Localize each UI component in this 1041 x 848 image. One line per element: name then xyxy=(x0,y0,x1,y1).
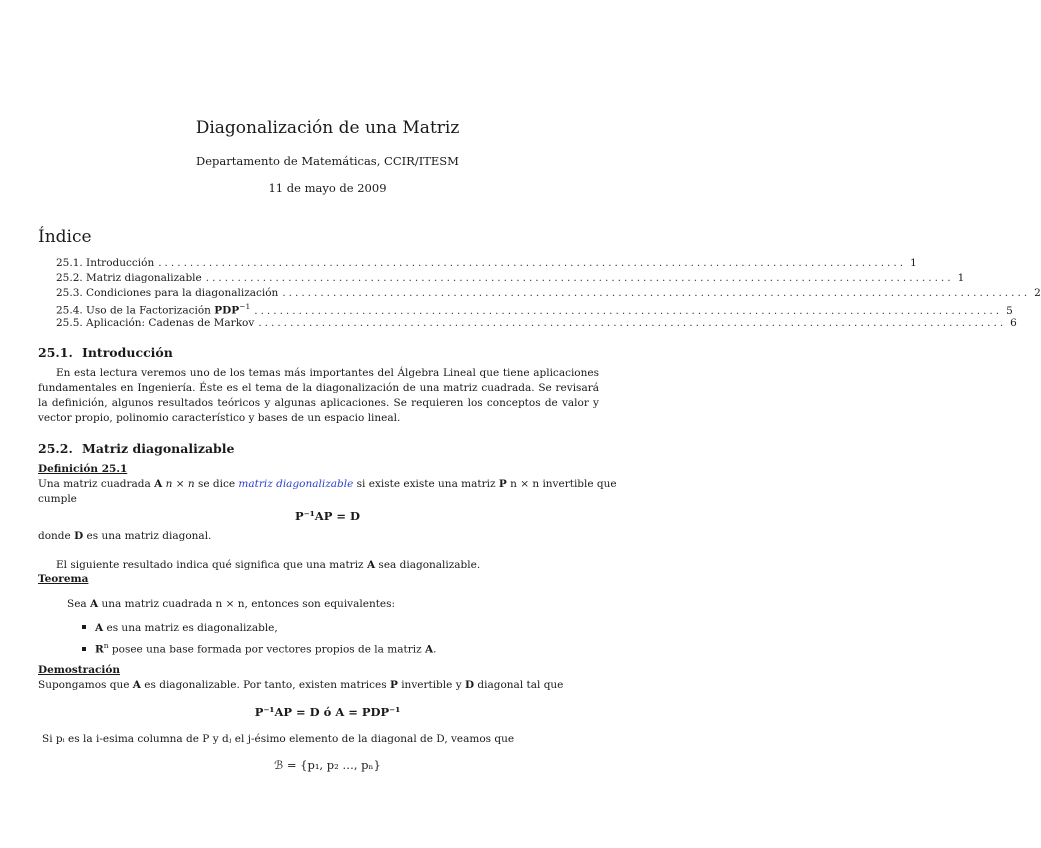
toc-item[interactable] xyxy=(56,257,917,269)
bullet-icon xyxy=(82,647,86,651)
toc-item-page: 1 xyxy=(957,272,965,284)
equation-basis: ℬ = {p₁, p₂ …, pₙ} xyxy=(274,758,381,772)
toc-item-label: 25.3. Condiciones para la diagonalización xyxy=(56,287,279,299)
equation-definition: P⁻¹AP = D xyxy=(295,509,360,523)
section-heading-introduccion: 25.1. Introducción xyxy=(38,345,173,360)
theorem-bullet-2: $R^n$ posee una base formada por vectores propios de la matriz A. xyxy=(82,641,436,656)
result-intro-text: El siguiente resultado indica qué significa que una matriz A sea diagonalizable. xyxy=(56,559,481,571)
toc-item-page: 2 xyxy=(1034,287,1041,299)
proof-heading: Demostración xyxy=(38,664,121,676)
toc-heading: Índice xyxy=(38,227,92,247)
document-author: Departamento de Matemáticas, CCIR/ITESM xyxy=(196,154,459,168)
toc-item-label: 25.2. Matriz diagonalizable xyxy=(56,272,202,284)
definition-heading: Definición 25.1 xyxy=(38,463,128,475)
toc-leader-dots: ...................................................................................................................... xyxy=(158,257,907,269)
theorem-bullet-1: A es una matriz es diagonalizable, xyxy=(82,622,278,634)
toc-leader-dots: ...................................................................................................................... xyxy=(254,304,1003,317)
toc-item[interactable] xyxy=(56,317,1017,329)
toc-leader-dots: ...................................................................................................................... xyxy=(258,317,1007,329)
toc-item-page: 5 xyxy=(1006,304,1013,317)
toc-item[interactable] xyxy=(56,287,1041,299)
proof-columns-text: Si pᵢ es la i-esima columna de P y dⱼ el j-ésimo elemento de la diagonal de D, veamos que xyxy=(42,733,515,745)
toc-item-label: 25.5. Aplicación: Cadenas de Markov xyxy=(56,317,255,329)
theorem-heading: Teorema xyxy=(38,573,89,585)
definition-text-cont: cumple xyxy=(38,493,77,505)
toc-leader-dots: ...................................................................................................................... xyxy=(205,272,954,284)
toc-item-label: 25.4. Uso de la Factorización $PDP^{-1}$ xyxy=(56,302,251,317)
toc-leader-dots: ...................................................................................................................... xyxy=(282,287,1031,299)
intro-paragraph: En esta lectura veremos uno de los temas más importantes del Álgebra Lineal que tiene aplicaciones fundamentales en Ingeniería. Éste es el tema de la diagonalización de una matriz cuadrada. Se revisará la definición, algunos resultados teóricos y algunas aplicaciones. Se requieren los conceptos de valor y vector propio, polinomio característico y bases de un espacio lineal. xyxy=(38,367,599,424)
donde-text: donde D es una matriz diagonal. xyxy=(38,530,212,542)
definition-text: Una matriz cuadrada A n × n se dice matriz diagonalizable si existe existe una matriz P n × n invertible que xyxy=(38,478,617,490)
theorem-statement: Sea A una matriz cuadrada n × n, entonces son equivalentes: xyxy=(67,598,396,610)
equation-factorization: P⁻¹AP = D ó A = PDP⁻¹ xyxy=(254,705,401,719)
toc-item-label: 25.1. Introducción xyxy=(56,257,155,269)
document-title: Diagonalización de una Matriz xyxy=(195,118,460,138)
toc-item-page: 1 xyxy=(910,257,917,269)
document-date: 11 de mayo de 2009 xyxy=(268,181,387,195)
toc-item[interactable] xyxy=(56,302,1013,317)
matriz-diagonalizable-link[interactable]: matriz diagonalizable xyxy=(238,478,354,490)
toc-item-page: 6 xyxy=(1010,317,1017,329)
bullet-icon xyxy=(82,625,86,629)
section-heading-matriz-diagonalizable: 25.2. Matriz diagonalizable xyxy=(38,441,235,456)
toc-item[interactable] xyxy=(56,272,965,284)
proof-text: Supongamos que A es diagonalizable. Por tanto, existen matrices P invertible y D diagonal tal que xyxy=(38,679,564,691)
